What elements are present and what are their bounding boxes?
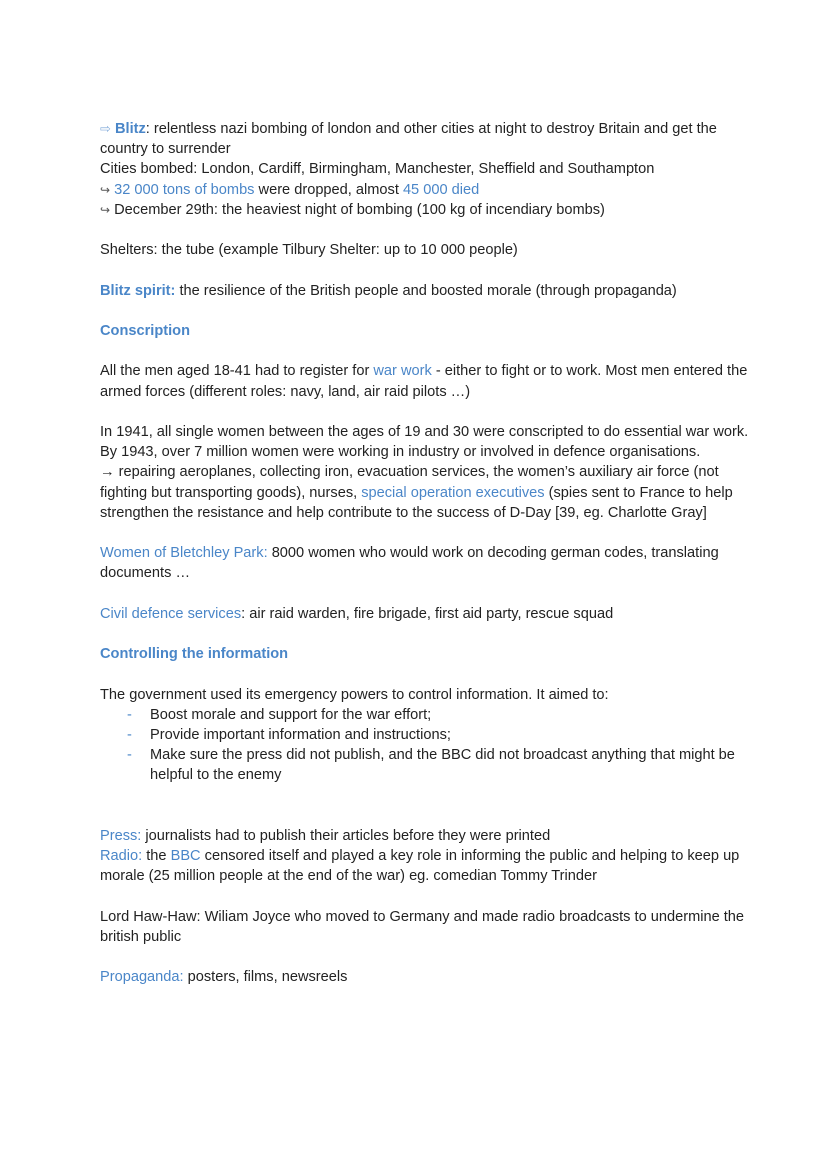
bombs-dropped [100,180,768,200]
propaganda-term: Propaganda: [100,969,184,986]
radio [100,846,768,886]
tons-of-bombs: 32 000 tons of bombs [114,181,255,198]
radio-text-a: the [142,848,171,865]
women-roles [100,462,768,523]
curved-arrow-icon: ↪ [100,202,111,217]
bombs-text: were dropped, almost [254,181,403,198]
civil-defence-text: : air raid warden, fire brigade, first aid party, rescue squad [241,605,614,622]
soe-term: special operation executives [361,484,545,501]
aim-text: Provide important information and instructions; [150,726,451,743]
dash-bullet-icon: - [127,726,132,743]
propaganda [100,967,768,987]
deaths: 45 000 died [402,181,480,198]
roles-text-a: repairing aeroplanes, collecting iron, evacuation services, the women’s auxiliary air force (not fighting but transporting goods), nurses, [100,464,719,501]
bletchley-text: 8000 women who would work on decoding german codes, translating documents … [100,545,719,582]
blitz-spirit-text: the resilience of the British people and boosted morale (through propaganda) [175,282,677,299]
december-bombing [100,200,768,220]
hollow-arrow-icon: ⇨ [100,121,111,136]
curved-arrow-icon: ↪ [100,182,111,197]
blitz-definition-text: : relentless nazi bombing of london and other cities at night to destroy Britain and get the country to surrender [100,121,717,158]
aim-text: Make sure the press did not publish, and the BBC did not broadcast anything that might be helpful to the enemy [150,747,735,784]
lord-haw-haw: Lord Haw-Haw: Wiliam Joyce who moved to Germany and made radio broadcasts to undermine the british public [100,908,745,945]
list-item [127,725,768,745]
roles-text-b: (spies sent to France to help strengthen the resistance and help contribute to the success of D-Day [39, eg. Charlotte Gray] [100,484,733,521]
dash-bullet-icon: - [127,706,132,723]
conscription-heading: Conscription [100,322,190,339]
press-text: journalists had to publish their articles before they were printed [141,827,551,844]
press [100,826,768,846]
cities-bombed: Cities bombed: London, Cardiff, Birmingham, Manchester, Sheffield and Southampton [100,161,655,178]
information-intro: The government used its emergency powers to control information. It aimed to: [100,686,609,703]
information-heading: Controlling the information [100,646,289,663]
press-term: Press: [100,827,142,844]
bbc-term: BBC [170,848,201,865]
aims-list [100,705,768,786]
right-arrow-icon: → [100,464,115,481]
dash-bullet-icon: - [127,747,132,764]
civil-defence-term: Civil defence services [100,605,242,622]
blitz-definition [100,119,768,159]
blitz-term: Blitz [114,121,146,137]
december-text: December 29th: the heaviest night of bombing (100 kg of incendiary bombs) [114,201,605,218]
propaganda-text: posters, films, newsreels [183,969,348,986]
bletchley-park [100,543,768,583]
blitz-spirit-term: Blitz spirit: [100,282,176,299]
bletchley-term: Women of Bletchley Park: [100,545,268,562]
list-item [127,705,768,725]
men-text-b: - either to fight or to work. Most men entered the armed forces (different roles: navy, land, air raid pilots …) [100,363,748,400]
men-text-a: All the men aged 18-41 had to register for [100,363,374,380]
aim-text: Boost morale and support for the war effort; [150,706,432,723]
men-conscription [100,361,768,401]
civil-defence [100,604,768,624]
war-work-term: war work [373,363,432,380]
radio-text-b: censored itself and played a key role in informing the public and helping to keep up morale (25 million people at the end of the war) eg. comedian Tommy Trinder [100,848,740,885]
radio-term: Radio: [100,848,143,865]
women-conscription: In 1941, all single women between the ages of 19 and 30 were conscripted to do essential war work. By 1943, over 7 million women were working in industry or involved in defence organisations. [100,423,749,461]
shelters: Shelters: the tube (example Tilbury Shelter: up to 10 000 people) [100,242,518,259]
list-item [127,745,768,785]
blitz-spirit [100,281,768,301]
